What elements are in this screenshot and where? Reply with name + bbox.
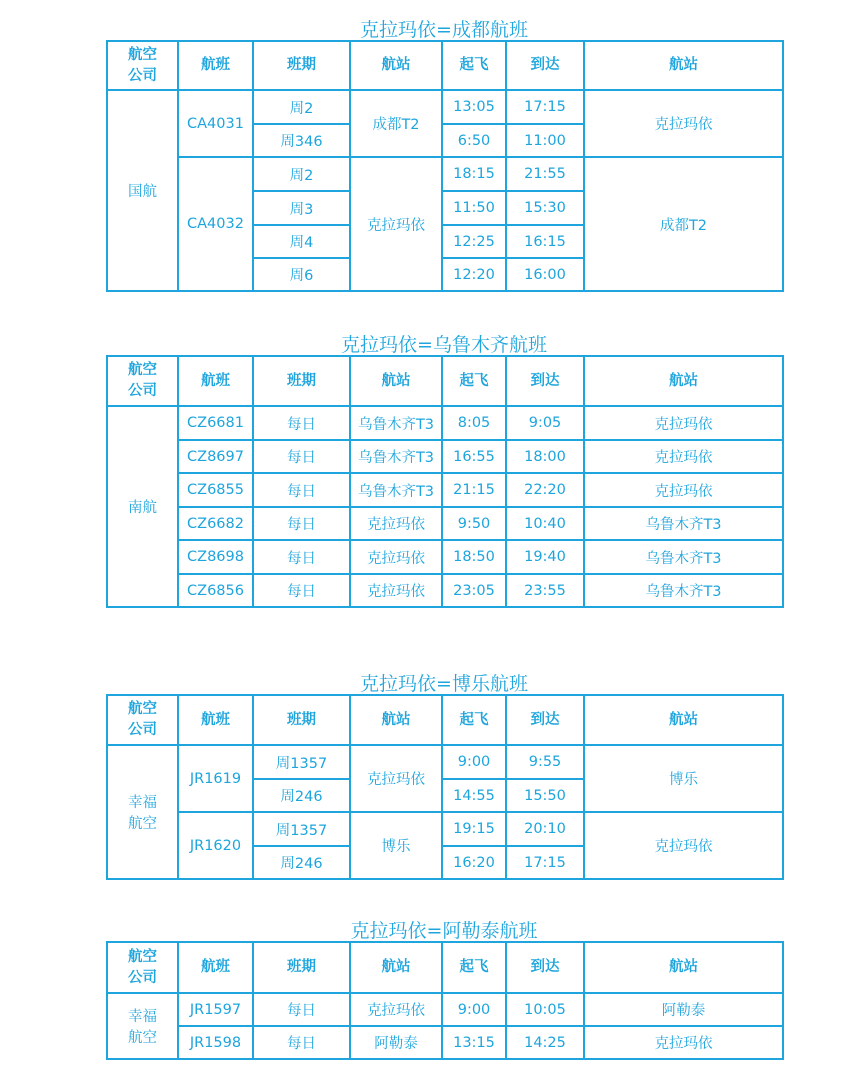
header-airline: 航空 公司 (107, 41, 178, 90)
days-cell: 每日 (253, 540, 350, 574)
header-days: 班期 (253, 356, 350, 406)
depart-time-cell: 11:50 (442, 191, 506, 225)
days-cell: 每日 (253, 473, 350, 507)
from-station-cell: 克拉玛依 (350, 993, 442, 1026)
header-arrive: 到达 (506, 942, 584, 993)
to-station-cell: 乌鲁木齐T3 (584, 540, 783, 574)
header-row (107, 942, 783, 993)
flight-number-cell: JR1619 (178, 745, 253, 812)
arrive-time-cell: 20:10 (506, 812, 584, 846)
days-cell: 每日 (253, 507, 350, 540)
depart-time-cell: 16:20 (442, 846, 506, 879)
days-cell: 周1357 (253, 812, 350, 846)
header-station-from: 航站 (350, 942, 442, 993)
header-flight: 航班 (178, 356, 253, 406)
table-row (107, 574, 783, 607)
flight-number-cell: JR1597 (178, 993, 253, 1026)
to-station-cell: 克拉玛依 (584, 1026, 783, 1059)
days-cell: 周246 (253, 779, 350, 812)
to-station-cell: 克拉玛依 (584, 812, 783, 879)
header-station-to: 航站 (584, 695, 783, 745)
table-row (107, 812, 783, 846)
arrive-time-cell: 9:55 (506, 745, 584, 779)
arrive-time-cell: 23:55 (506, 574, 584, 607)
arrive-time-cell: 16:00 (506, 258, 584, 291)
arrive-time-cell: 11:00 (506, 124, 584, 157)
header-airline: 航空 公司 (107, 356, 178, 406)
from-station-cell: 博乐 (350, 812, 442, 879)
to-station-cell: 阿勒泰 (584, 993, 783, 1026)
depart-time-cell: 9:50 (442, 507, 506, 540)
from-station-cell: 克拉玛依 (350, 574, 442, 607)
flight-number-cell: CZ8697 (178, 440, 253, 473)
airline-cell: 幸福 航空 (107, 993, 178, 1059)
section-title: 克拉玛依=博乐航班 (360, 673, 528, 695)
arrive-time-cell: 9:05 (506, 406, 584, 440)
table-row (107, 157, 783, 191)
from-station-cell: 克拉玛依 (350, 157, 442, 291)
depart-time-cell: 18:15 (442, 157, 506, 191)
flight-schedule-table (106, 40, 784, 292)
header-station-from: 航站 (350, 695, 442, 745)
days-cell: 每日 (253, 574, 350, 607)
header-arrive: 到达 (506, 41, 584, 90)
table-row (107, 993, 783, 1026)
header-depart: 起飞 (442, 942, 506, 993)
section-title: 克拉玛依=成都航班 (360, 19, 528, 41)
flight-number-cell: CZ6682 (178, 507, 253, 540)
days-cell: 每日 (253, 406, 350, 440)
days-cell: 周6 (253, 258, 350, 291)
depart-time-cell: 12:25 (442, 225, 506, 258)
from-station-cell: 克拉玛依 (350, 540, 442, 574)
depart-time-cell: 16:55 (442, 440, 506, 473)
days-cell: 周2 (253, 157, 350, 191)
header-days: 班期 (253, 41, 350, 90)
table-row (107, 440, 783, 473)
from-station-cell: 克拉玛依 (350, 507, 442, 540)
to-station-cell: 乌鲁木齐T3 (584, 507, 783, 540)
flight-schedule-table (106, 694, 784, 880)
header-station-to: 航站 (584, 942, 783, 993)
header-flight: 航班 (178, 41, 253, 90)
arrive-time-cell: 19:40 (506, 540, 584, 574)
arrive-time-cell: 22:20 (506, 473, 584, 507)
depart-time-cell: 9:00 (442, 993, 506, 1026)
table-row (107, 540, 783, 574)
header-station-from: 航站 (350, 41, 442, 90)
arrive-time-cell: 15:50 (506, 779, 584, 812)
table-row (107, 473, 783, 507)
header-row (107, 356, 783, 406)
to-station-cell: 博乐 (584, 745, 783, 812)
depart-time-cell: 19:15 (442, 812, 506, 846)
header-depart: 起飞 (442, 356, 506, 406)
from-station-cell: 成都T2 (350, 90, 442, 157)
section-title: 克拉玛依=阿勒泰航班 (350, 920, 538, 942)
days-cell: 每日 (253, 440, 350, 473)
days-cell: 每日 (253, 993, 350, 1026)
airline-cell: 南航 (107, 406, 178, 607)
to-station-cell: 成都T2 (584, 157, 783, 291)
header-row (107, 695, 783, 745)
flight-number-cell: CA4032 (178, 157, 253, 291)
from-station-cell: 克拉玛依 (350, 745, 442, 812)
header-depart: 起飞 (442, 41, 506, 90)
header-days: 班期 (253, 695, 350, 745)
arrive-time-cell: 21:55 (506, 157, 584, 191)
header-flight: 航班 (178, 942, 253, 993)
arrive-time-cell: 17:15 (506, 846, 584, 879)
header-station-to: 航站 (584, 41, 783, 90)
flight-schedule-table (106, 941, 784, 1060)
to-station-cell: 乌鲁木齐T3 (584, 574, 783, 607)
arrive-time-cell: 17:15 (506, 90, 584, 124)
header-station-to: 航站 (584, 356, 783, 406)
flight-number-cell: CZ6855 (178, 473, 253, 507)
from-station-cell: 乌鲁木齐T3 (350, 440, 442, 473)
table-row (107, 406, 783, 440)
days-cell: 周1357 (253, 745, 350, 779)
depart-time-cell: 21:15 (442, 473, 506, 507)
to-station-cell: 克拉玛依 (584, 473, 783, 507)
header-station-from: 航站 (350, 356, 442, 406)
table-row (107, 1026, 783, 1059)
depart-time-cell: 8:05 (442, 406, 506, 440)
table-row (107, 507, 783, 540)
arrive-time-cell: 18:00 (506, 440, 584, 473)
flight-number-cell: JR1620 (178, 812, 253, 879)
days-cell: 每日 (253, 1026, 350, 1059)
depart-time-cell: 12:20 (442, 258, 506, 291)
to-station-cell: 克拉玛依 (584, 406, 783, 440)
flight-number-cell: CZ8698 (178, 540, 253, 574)
days-cell: 周346 (253, 124, 350, 157)
flight-schedule-table (106, 355, 784, 608)
from-station-cell: 乌鲁木齐T3 (350, 473, 442, 507)
arrive-time-cell: 15:30 (506, 191, 584, 225)
depart-time-cell: 23:05 (442, 574, 506, 607)
flight-number-cell: CZ6856 (178, 574, 253, 607)
airline-cell: 国航 (107, 90, 178, 291)
depart-time-cell: 18:50 (442, 540, 506, 574)
arrive-time-cell: 14:25 (506, 1026, 584, 1059)
arrive-time-cell: 10:05 (506, 993, 584, 1026)
header-arrive: 到达 (506, 356, 584, 406)
header-airline: 航空 公司 (107, 695, 178, 745)
airline-cell: 幸福 航空 (107, 745, 178, 879)
days-cell: 周3 (253, 191, 350, 225)
depart-time-cell: 13:15 (442, 1026, 506, 1059)
flight-number-cell: JR1598 (178, 1026, 253, 1059)
from-station-cell: 阿勒泰 (350, 1026, 442, 1059)
to-station-cell: 克拉玛依 (584, 90, 783, 157)
to-station-cell: 克拉玛依 (584, 440, 783, 473)
header-depart: 起飞 (442, 695, 506, 745)
table-row (107, 745, 783, 779)
header-airline: 航空 公司 (107, 942, 178, 993)
table-row (107, 90, 783, 124)
flight-number-cell: CZ6681 (178, 406, 253, 440)
header-flight: 航班 (178, 695, 253, 745)
section-title: 克拉玛依=乌鲁木齐航班 (341, 334, 547, 356)
flight-number-cell: CA4031 (178, 90, 253, 157)
depart-time-cell: 14:55 (442, 779, 506, 812)
arrive-time-cell: 10:40 (506, 507, 584, 540)
header-row (107, 41, 783, 90)
arrive-time-cell: 16:15 (506, 225, 584, 258)
header-days: 班期 (253, 942, 350, 993)
days-cell: 周2 (253, 90, 350, 124)
depart-time-cell: 6:50 (442, 124, 506, 157)
days-cell: 周4 (253, 225, 350, 258)
depart-time-cell: 9:00 (442, 745, 506, 779)
depart-time-cell: 13:05 (442, 90, 506, 124)
days-cell: 周246 (253, 846, 350, 879)
from-station-cell: 乌鲁木齐T3 (350, 406, 442, 440)
header-arrive: 到达 (506, 695, 584, 745)
